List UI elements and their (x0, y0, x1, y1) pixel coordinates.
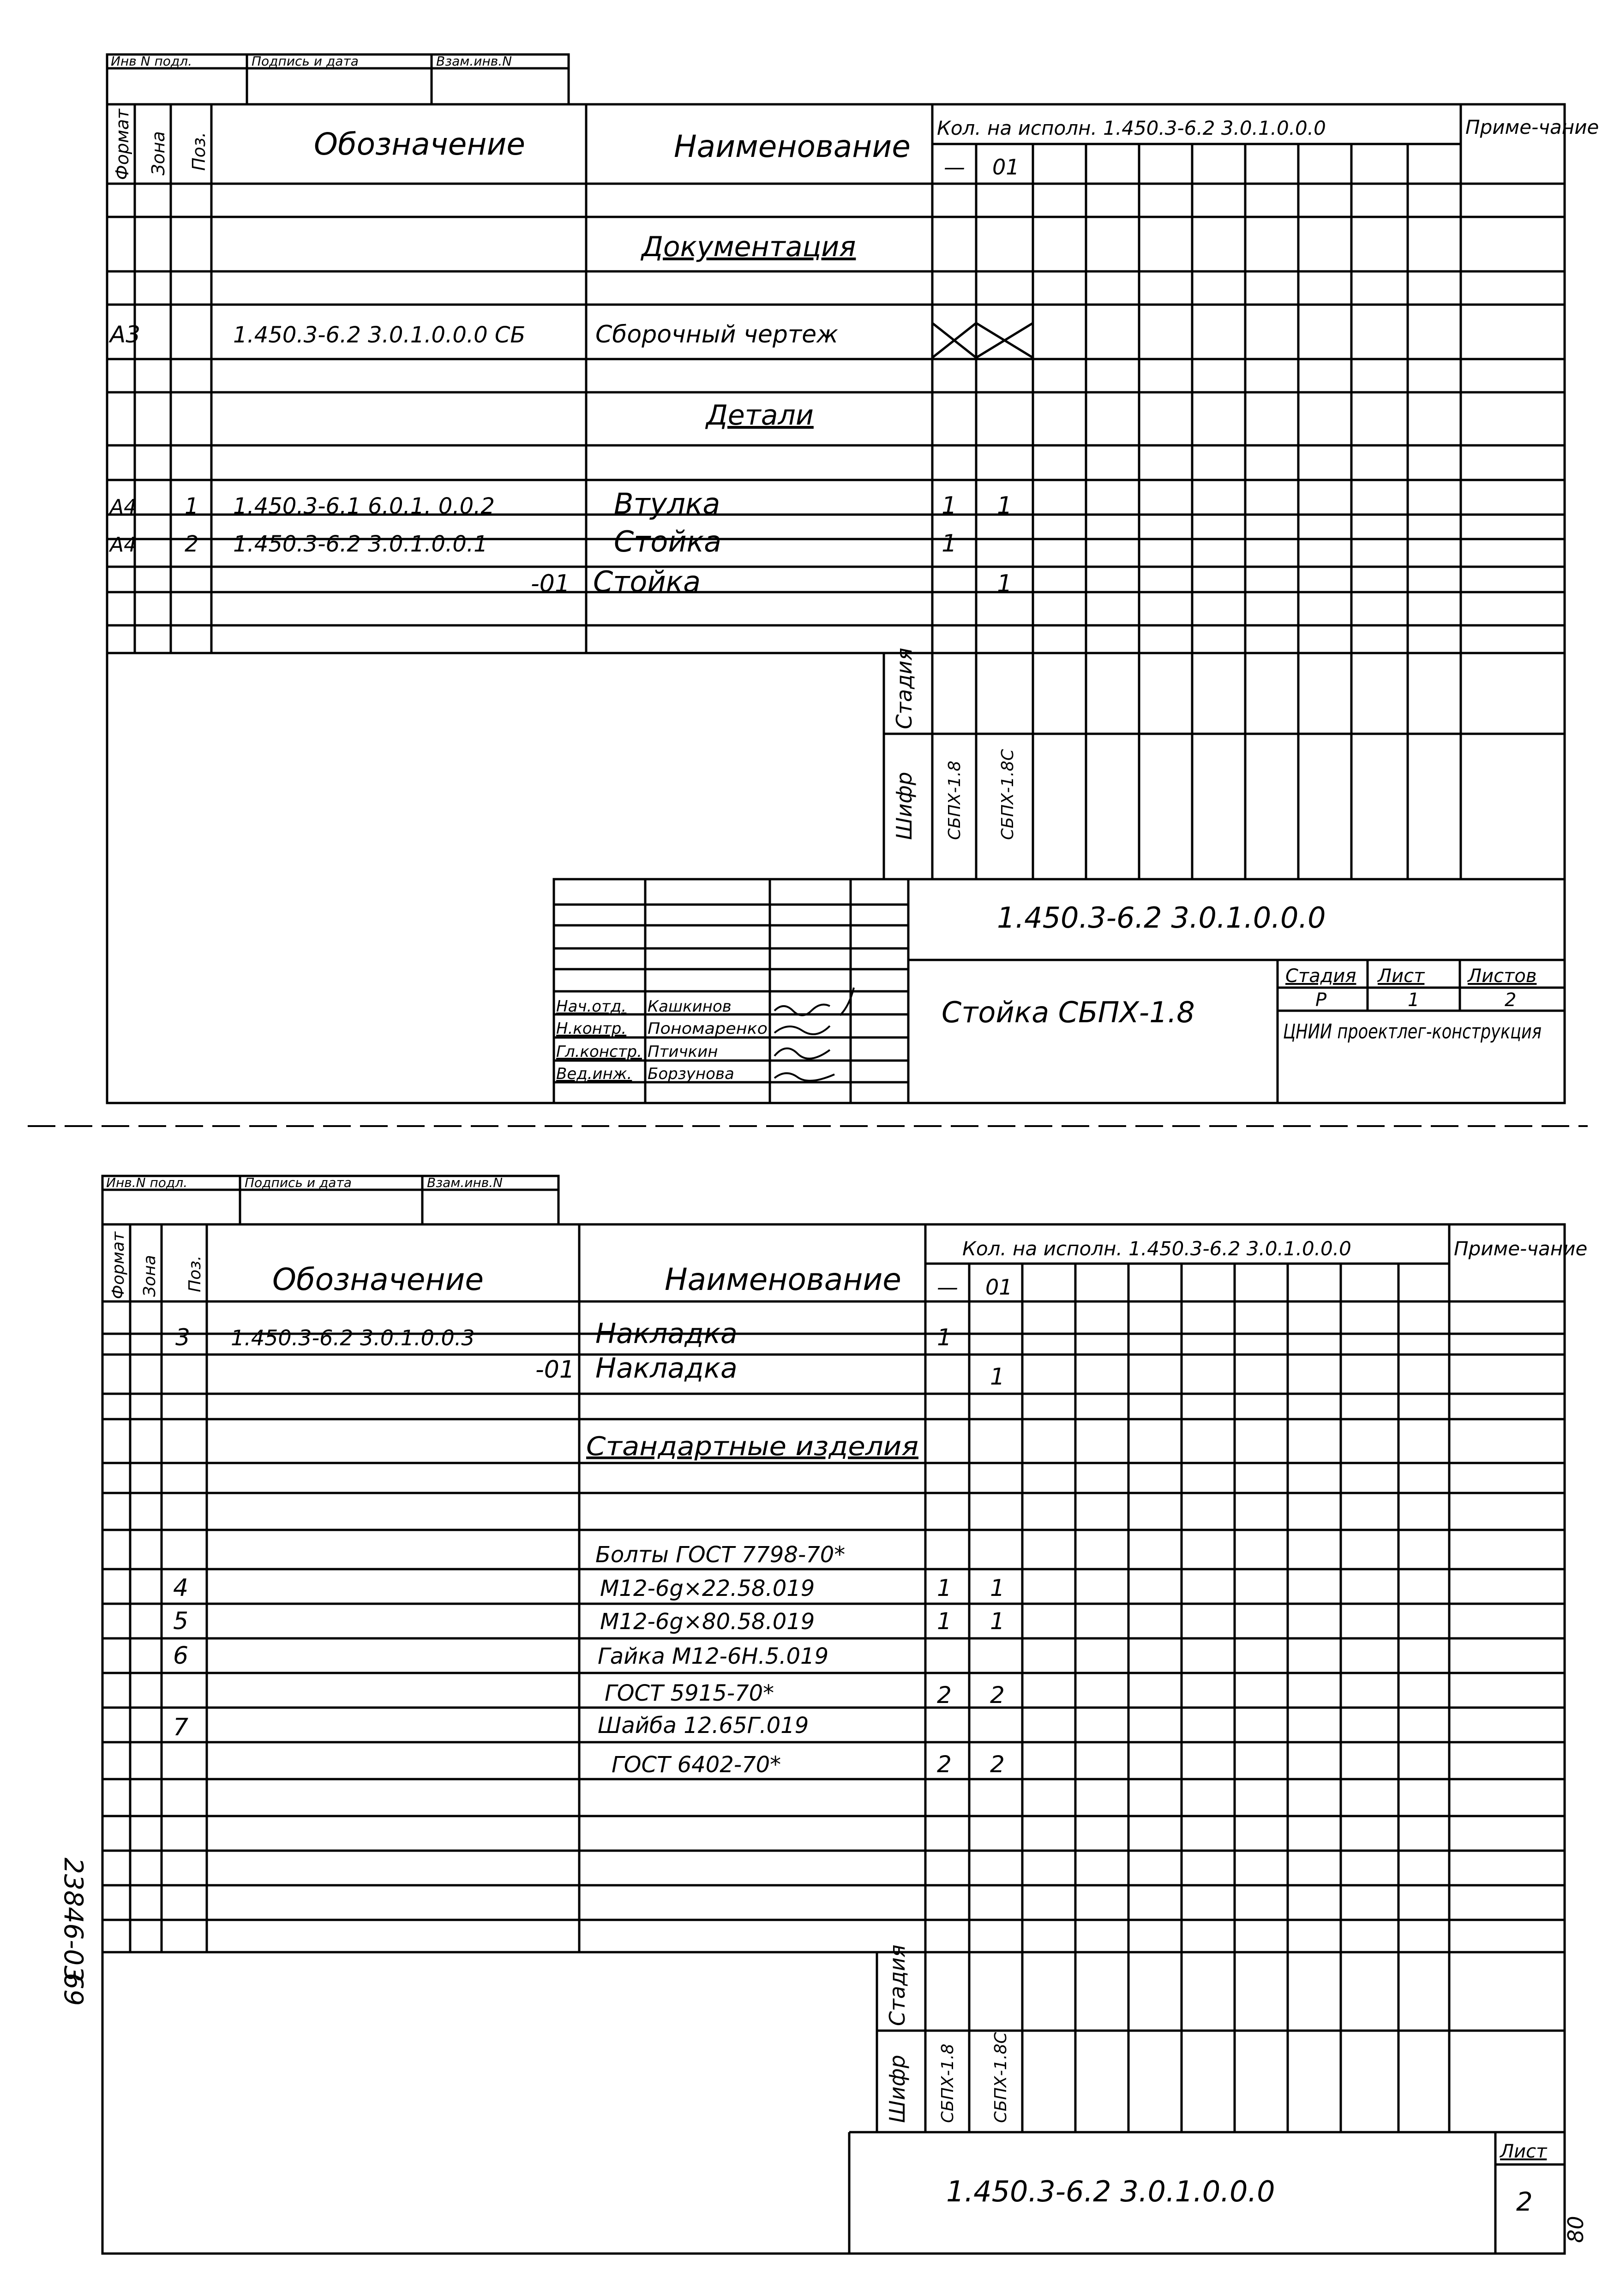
document-title: Стойка СБПХ-1.8 (942, 995, 1195, 1029)
cell-qty: 1 (990, 1608, 1005, 1635)
header-qty-col: — (944, 155, 965, 180)
cell-designation: 1.450.3-6.1 6.0.1. 0.0.2 (233, 493, 495, 519)
cipher-value: СБПХ-1.8 (945, 761, 964, 840)
cell-designation: 1.450.3-6.2 3.0.1.0.0.1 (233, 531, 488, 557)
header-qty: Кол. на исполн. 1.450.3-6.2 3.0.1.0.0.0 (962, 1237, 1351, 1260)
cell-name: Накладка (595, 1318, 738, 1350)
signature (774, 1049, 830, 1059)
cipher-value: СБПХ-1.8С (998, 749, 1017, 840)
header-format: Формат (109, 1231, 128, 1299)
section-heading: Документация (642, 231, 856, 263)
sheets-heading: Листов (1468, 965, 1537, 987)
header-pos: Поз. (189, 132, 209, 171)
stage-label: Стадия (892, 647, 917, 729)
cell-qty: 2 (937, 1751, 952, 1778)
cell-name: Шайба 12.65Г.019 (598, 1713, 809, 1738)
cell-format: А3 (110, 321, 141, 348)
corner-number: 80 (1563, 2216, 1588, 2243)
header-note: Приме-чание (1465, 116, 1599, 138)
cell-qty: 1 (937, 1608, 952, 1635)
sheet-2-frame (102, 1224, 1565, 2254)
cell-pos: 4 (173, 1574, 189, 1602)
role-label: Вед.инж. (556, 1065, 632, 1083)
sheet-value: 1 (1408, 989, 1420, 1011)
cell-qty: 1 (942, 530, 957, 558)
header-pos: Поз. (186, 1255, 204, 1292)
cell-qty: 1 (942, 492, 957, 520)
organization: ЦНИИ проектлег-конструкция (1283, 1020, 1542, 1043)
header-name: Наименование (674, 129, 911, 164)
cell-pos: 3 (175, 1324, 190, 1351)
cell-qty: 2 (990, 1682, 1005, 1709)
header-zone: Зона (140, 1255, 159, 1297)
cell-name: ГОСТ 5915-70* (605, 1680, 774, 1706)
cell-name: Стойка (593, 565, 701, 599)
cell-qty: 1 (990, 1363, 1005, 1390)
header-designation: Обозначение (314, 126, 525, 162)
cell-name: Стойка (614, 525, 722, 558)
section-heading: Стандартные изделия (586, 1432, 918, 1462)
cell-pos: 2 (185, 531, 199, 557)
cell-qty: 1 (990, 1575, 1005, 1601)
cell-designation: -01 (535, 1356, 575, 1384)
stage-heading: Стадия (1285, 965, 1356, 987)
document-code: 1.450.3-6.2 3.0.1.0.0.0 (946, 2175, 1275, 2208)
cell-qty: 1 (937, 1575, 952, 1601)
document-code: 1.450.3-6.2 3.0.1.0.0.0 (997, 901, 1326, 935)
cell-name: Гайка М12-6Н.5.019 (598, 1643, 829, 1669)
stamp-label: Взам.инв.N (427, 1175, 503, 1190)
stamp-label: Подпись и дата (245, 1175, 352, 1190)
cipher-label: Шифр (892, 772, 917, 840)
cell-pos: 7 (173, 1714, 189, 1741)
role-label: Гл.констр. (556, 1043, 642, 1061)
cell-name: Болты ГОСТ 7798-70* (595, 1542, 846, 1568)
header-qty-col: 01 (985, 1275, 1013, 1300)
person-name: Борзунова (648, 1065, 734, 1083)
header-zone: Зона (148, 131, 168, 175)
cell-name: М12-6g×80.58.019 (600, 1609, 815, 1635)
cell-format: А4 (110, 495, 137, 519)
cell-name: Накладка (595, 1352, 738, 1385)
stage-value: Р (1315, 989, 1327, 1011)
cell-qty: 2 (990, 1751, 1005, 1778)
header-designation: Обозначение (272, 1262, 484, 1297)
header-qty-col: — (937, 1275, 958, 1300)
cipher-value: СБПХ-1.8 (938, 2044, 957, 2123)
cipher-value: СБПХ-1.8С (991, 2032, 1010, 2123)
stage-label: Стадия (885, 1944, 910, 2026)
cell-qty: 1 (937, 1324, 952, 1351)
header-name: Наименование (665, 1262, 901, 1297)
cipher-label: Шифр (885, 2055, 910, 2123)
role-label: Нач.отд. (556, 997, 627, 1016)
stamp-label: Подпись и дата (252, 54, 359, 69)
header-qty: Кол. на исполн. 1.450.3-6.2 3.0.1.0.0.0 (937, 117, 1326, 139)
cell-pos: 5 (173, 1607, 189, 1635)
person-name: Птичкин (648, 1043, 718, 1061)
cell-name: ГОСТ 6402-70* (612, 1752, 781, 1778)
cell-qty: 1 (997, 492, 1013, 520)
cell-designation: 1.450.3-6.2 3.0.1.0.0.3 (231, 1325, 475, 1350)
cell-format: А4 (110, 533, 137, 557)
role-label: Н.контр. (556, 1019, 627, 1038)
header-format: Формат (112, 108, 132, 180)
section-heading: Детали (706, 399, 814, 432)
signature (774, 1026, 830, 1034)
page-number: 69 (58, 1973, 88, 2006)
stamp-label: Инв.N подл. (106, 1175, 188, 1190)
sheet-value: 2 (1516, 2187, 1533, 2217)
cell-qty: 1 (997, 570, 1013, 598)
sheet-2-text (106, 1175, 1587, 2217)
header-note: Приме-чание (1454, 1237, 1588, 1260)
sheets-value: 2 (1505, 989, 1517, 1011)
cell-name: Сборочный чертеж (595, 321, 838, 348)
sheet-1-text (108, 54, 1599, 1083)
cell-pos: 1 (185, 493, 199, 519)
cell-pos: 6 (173, 1642, 189, 1670)
album-number: 23846-03 (58, 1858, 88, 1982)
cell-qty: 2 (937, 1682, 952, 1709)
stamp-label: Инв N подл. (111, 54, 192, 69)
margin-annotations (58, 1858, 1588, 2243)
person-name: Кашкинов (648, 997, 732, 1016)
cell-name: Втулка (614, 487, 720, 521)
sheet-heading: Лист (1500, 2141, 1547, 2162)
header-qty-col: 01 (992, 155, 1020, 180)
specification-sheet-1 (107, 54, 1565, 1103)
signature (774, 1073, 834, 1080)
cell-designation: -01 (531, 570, 570, 598)
cell-name: М12-6g×22.58.019 (600, 1576, 815, 1601)
cell-designation: 1.450.3-6.2 3.0.1.0.0.0 СБ (233, 322, 526, 348)
person-name: Пономаренко (648, 1019, 768, 1038)
stamp-label: Взам.инв.N (436, 54, 512, 69)
sheet-heading: Лист (1378, 965, 1425, 987)
